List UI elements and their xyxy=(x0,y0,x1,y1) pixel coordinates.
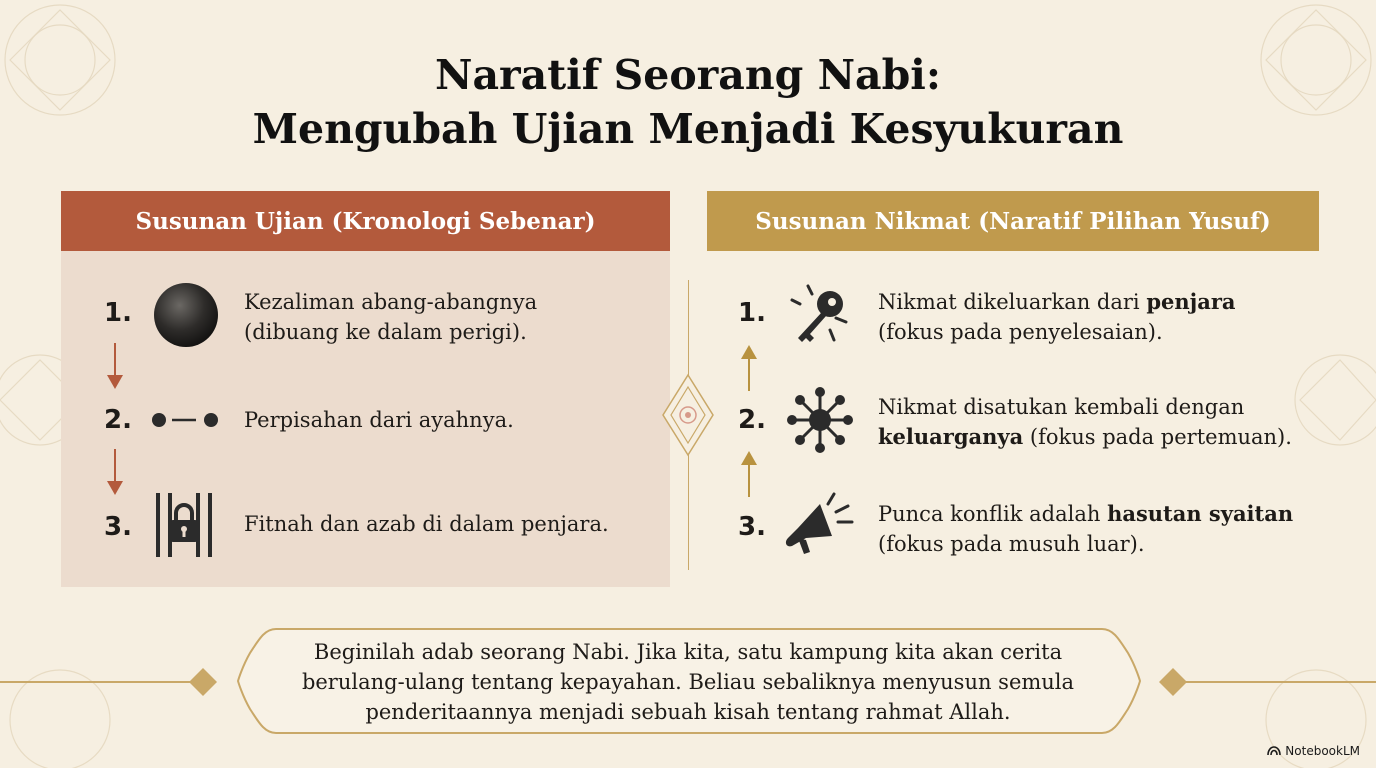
title-line-2: Mengubah Ujian Menjadi Kesyukuran xyxy=(252,105,1124,153)
emphasis-text: hasutan syaitan xyxy=(1107,501,1294,526)
right-item-2-text: Nikmat disatukan kembali dengan keluarganya (fokus pada pertemuan). xyxy=(878,395,1292,449)
left-item-3-number: 3. xyxy=(104,512,132,542)
right-panel-header: Susunan Nikmat (Naratif Pilihan Yusuf) xyxy=(707,191,1319,251)
right-item-3-number: 3. xyxy=(738,512,766,542)
left-panel-header: Susunan Ujian (Kronologi Sebenar) xyxy=(61,191,670,251)
prison-lock-icon xyxy=(154,491,214,559)
arrow-down-icon xyxy=(105,449,125,497)
emphasis-text: keluarganya xyxy=(878,424,1024,449)
left-item-1-number: 1. xyxy=(104,298,132,328)
key-icon xyxy=(786,282,856,348)
emphasis-text: penjara xyxy=(1146,289,1236,314)
right-item-1-number: 1. xyxy=(738,298,766,328)
arrow-up-icon xyxy=(739,449,759,497)
left-item-2-number: 2. xyxy=(104,405,132,435)
network-icon xyxy=(786,386,854,454)
left-item-1-text: Kezaliman abang-abangnya (dibuang ke dalam perigi). xyxy=(244,290,538,344)
ornament-icon xyxy=(661,373,715,457)
arrow-up-icon xyxy=(739,343,759,391)
notebooklm-logo: NotebookLM xyxy=(1267,744,1360,758)
title-line-1: Naratif Seorang Nabi: xyxy=(434,51,941,99)
megaphone-icon xyxy=(784,490,858,560)
left-item-3-text: Fitnah dan azab di dalam penjara. xyxy=(244,512,609,536)
arrow-down-icon xyxy=(105,343,125,391)
notebooklm-logo-icon xyxy=(1267,746,1281,756)
right-item-3-text: Punca konflik adalah hasutan syaitan (fokus pada musuh luar). xyxy=(878,501,1294,556)
quote-text: Beginilah adab seorang Nabi. Jika kita, satu kampung kita akan cerita berulang-ulang tentang kepayahan. Beliau sebaliknya menyusun semula penderitaannya menjadi sebuah kisah tentang rahmat Allah. xyxy=(301,640,1075,724)
left-item-2-text: Perpisahan dari ayahnya. xyxy=(244,408,514,432)
page-title xyxy=(0,48,1376,156)
dark-well-icon xyxy=(152,281,220,349)
right-item-1-text: Nikmat dikeluarkan dari penjara (fokus pada penyelesaian). xyxy=(878,289,1236,344)
separated-dots-icon xyxy=(150,410,220,430)
right-item-2-number: 2. xyxy=(738,405,766,435)
